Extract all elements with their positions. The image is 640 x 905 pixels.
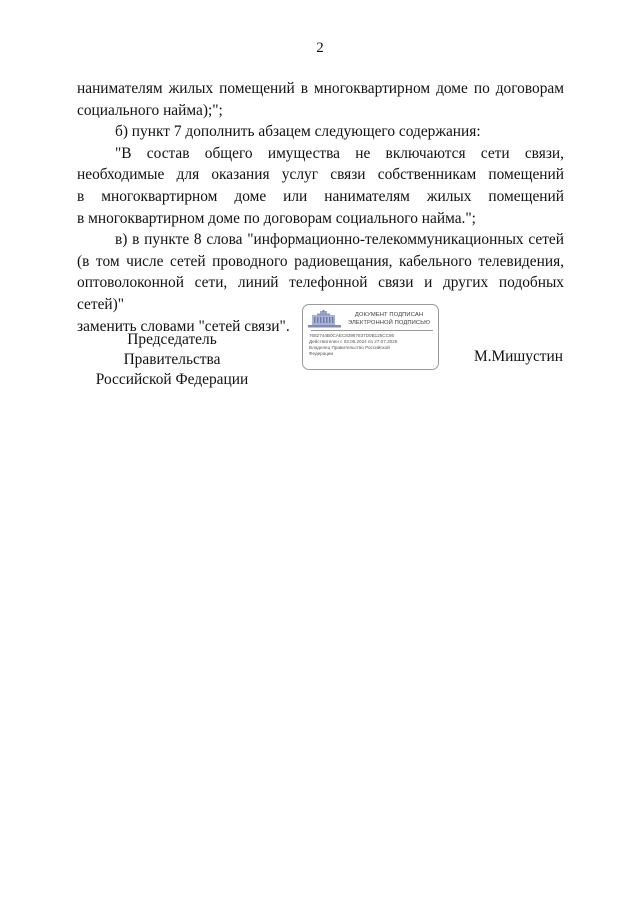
document-body bbox=[77, 78, 564, 337]
text-line: социального найма);"; bbox=[77, 101, 223, 119]
signer-position-line: Российской Федерации bbox=[95, 371, 249, 388]
text-line: в многоквартирном доме по договорам социального найма."; bbox=[77, 209, 476, 227]
paragraph-item-b bbox=[77, 121, 564, 143]
electronic-signature-stamp bbox=[302, 304, 439, 370]
signer-position-line: Председатель Правительства bbox=[123, 331, 221, 368]
stamp-title bbox=[343, 312, 435, 327]
stamp-details bbox=[309, 333, 435, 357]
stamp-owner: Федерации bbox=[309, 351, 334, 356]
text-line: необходимые для оказания услуг связи собственникам помещений bbox=[77, 166, 564, 184]
stamp-certificate: 7682744B0CAEC83967837D0B125CC86 bbox=[309, 333, 395, 338]
stamp-title-line: ДОКУМЕНТ ПОДПИСАН bbox=[354, 312, 424, 318]
page-number: 2 bbox=[316, 40, 324, 56]
text-line: заменить словами "сетей связи". bbox=[77, 317, 290, 335]
stamp-title-line: ЭЛЕКТРОННОЙ ПОДПИСЬЮ bbox=[347, 319, 431, 326]
text-line: "В состав общего имущества не включаются сети связи, bbox=[115, 144, 564, 162]
text-line: б) пункт 7 дополнить абзацем следующего содержания: bbox=[115, 123, 481, 141]
signer-position bbox=[77, 330, 267, 390]
stamp-divider bbox=[311, 330, 433, 331]
government-building-icon bbox=[308, 310, 341, 329]
paragraph-quote bbox=[77, 143, 564, 229]
text-line: (в том числе сетей проводного радиовещания, кабельного телевидения, bbox=[77, 252, 564, 270]
signer-name: М.Мишустин bbox=[473, 348, 563, 365]
text-line: в многоквартирном доме или нанимателям жилых помещений bbox=[77, 187, 564, 205]
text-line: в) в пункте 8 слова "информационно-телекоммуникационных сетей bbox=[115, 231, 564, 249]
text-line: оптоволоконной сети, линий телефонной связи и других подобных сетей)" bbox=[77, 274, 564, 313]
text-line: нанимателям жилых помещений в многоквартирном доме по договорам bbox=[77, 80, 564, 97]
stamp-owner: Владелец Правительство Российской bbox=[309, 345, 390, 350]
paragraph-continuation bbox=[77, 78, 564, 121]
stamp-validity: Действителен с 03.05.2024 по 27.07.2025 bbox=[309, 339, 398, 344]
